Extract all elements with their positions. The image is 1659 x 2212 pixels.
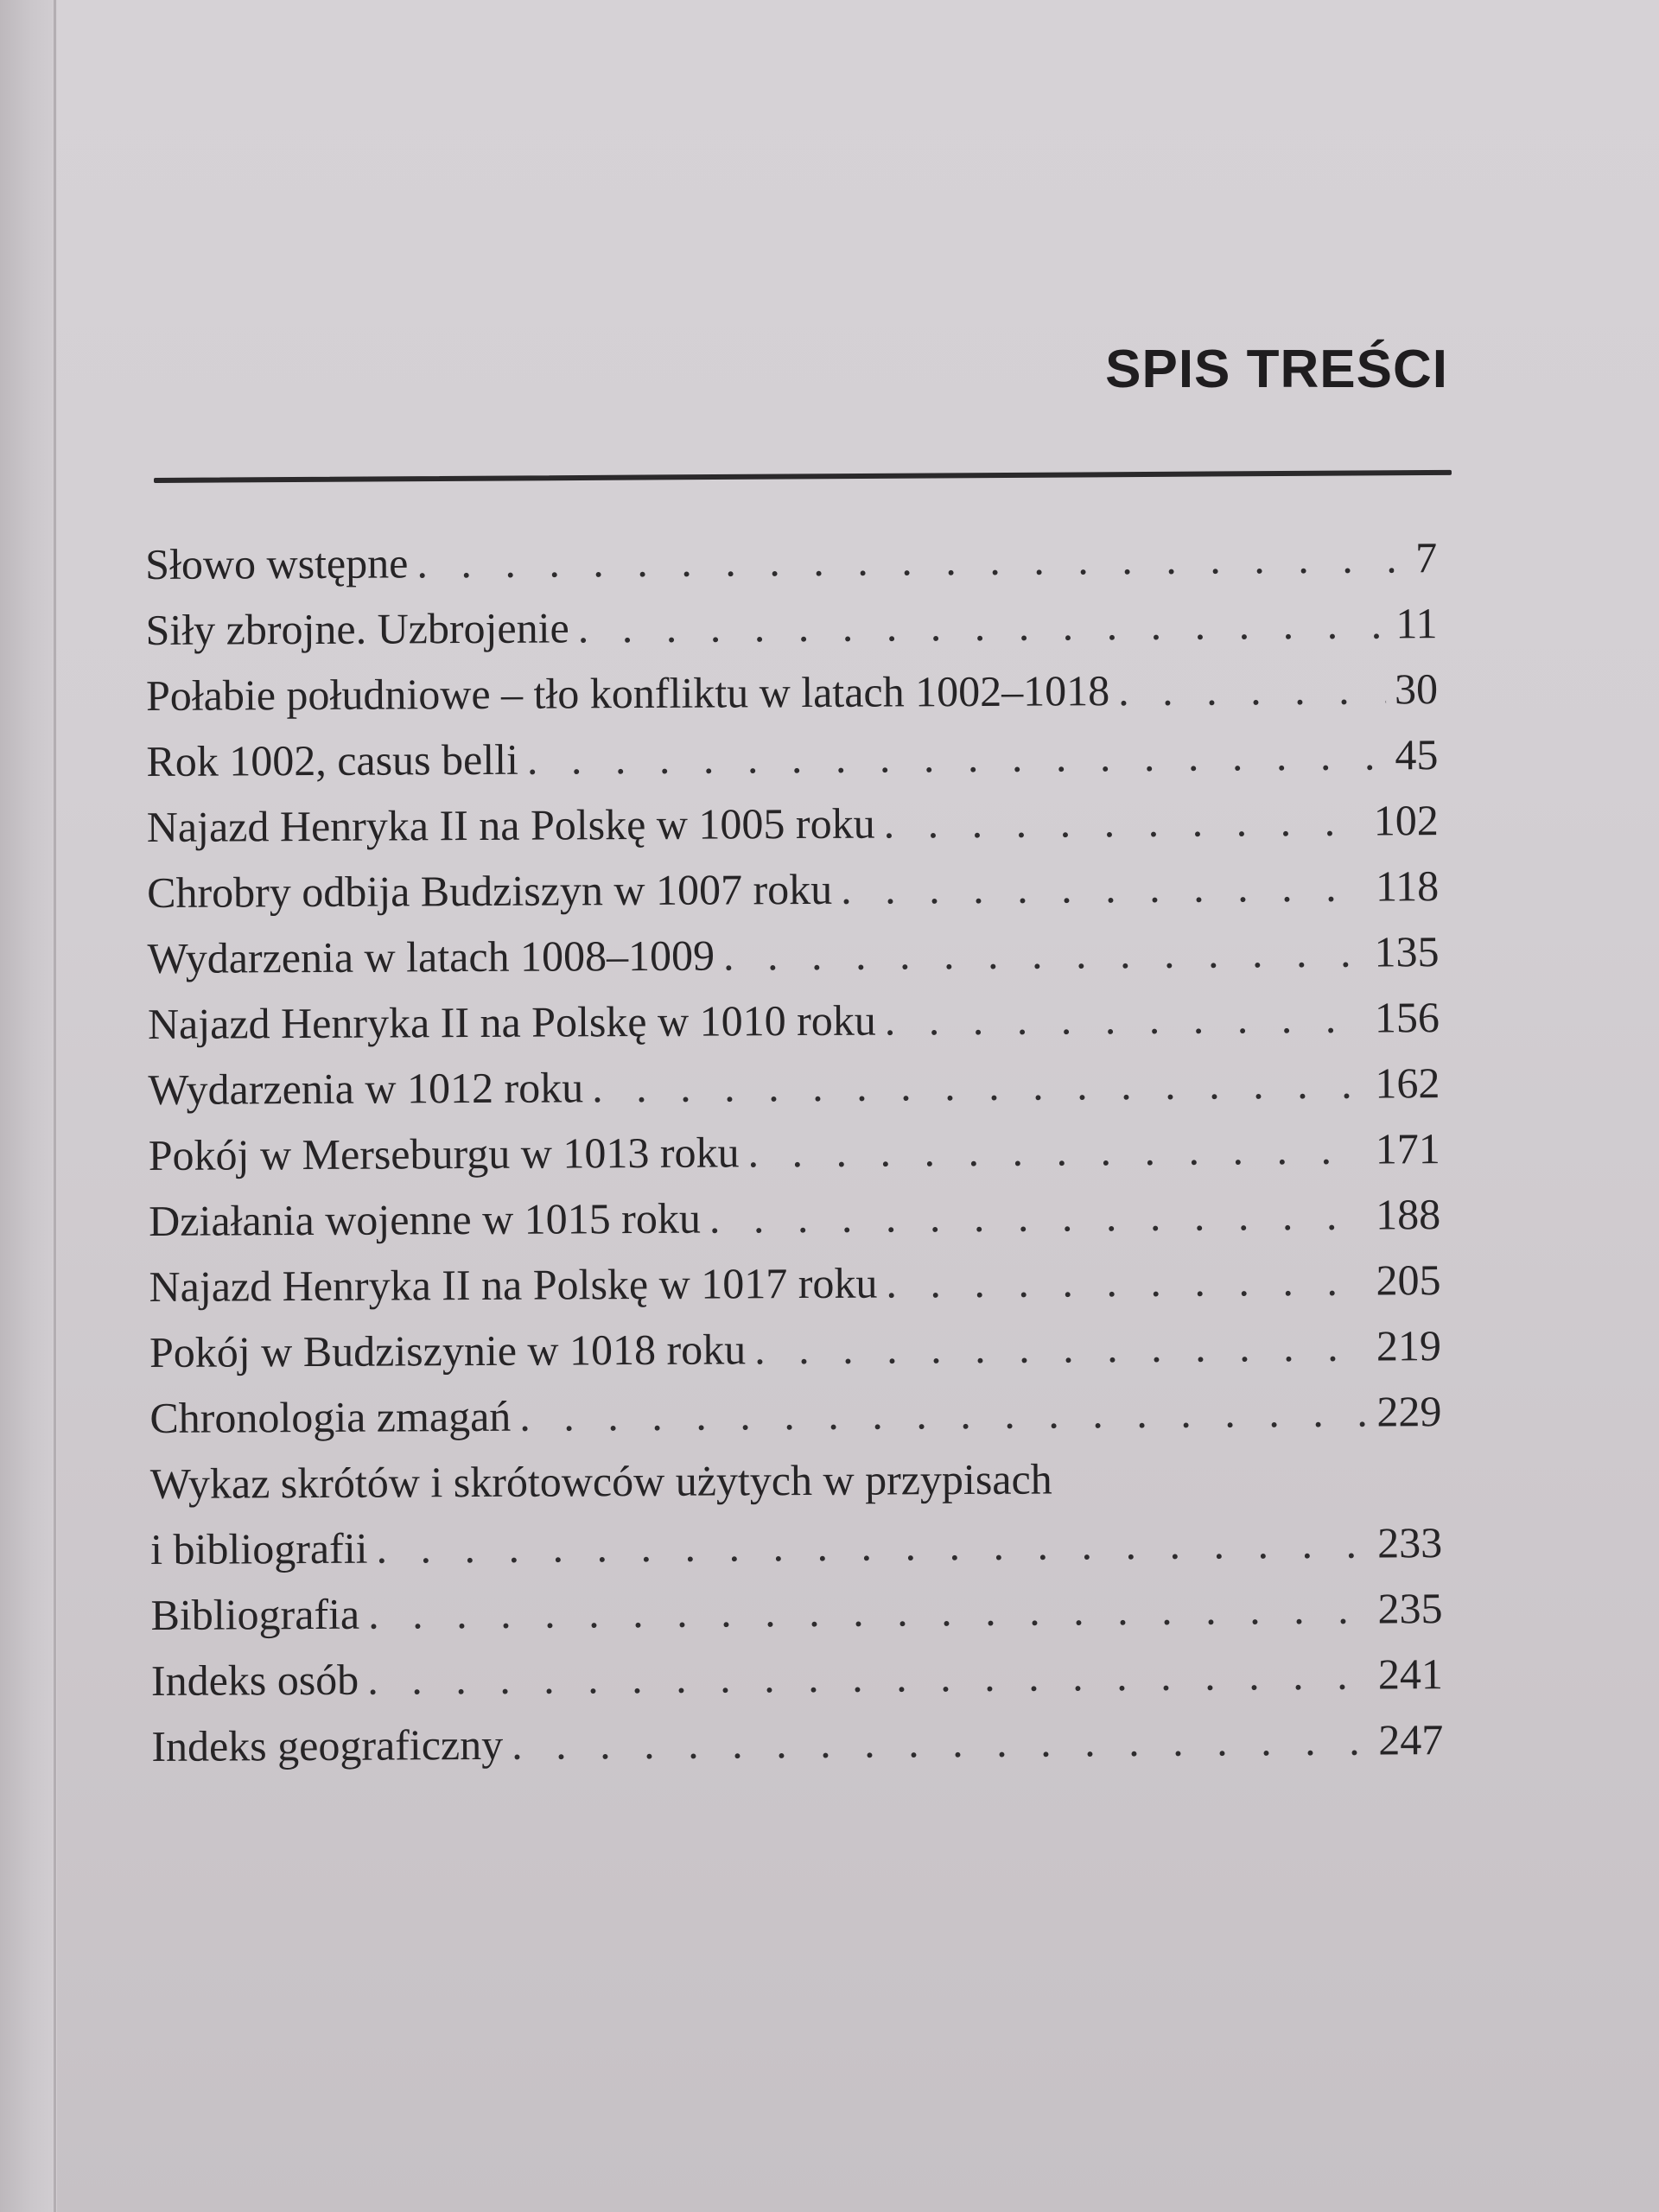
dot-leader [723, 919, 1366, 988]
toc-entry [148, 984, 1440, 1057]
toc-entry-page: 45 [1395, 730, 1439, 779]
toc-entry-title: Najazd Henryka II na Polskę w 1017 roku [149, 1258, 878, 1311]
dot-leader [367, 1642, 1370, 1713]
toc-entry [151, 1707, 1443, 1779]
dot-leader [368, 1576, 1370, 1647]
toc-entry-title: Chronologia zmagań [149, 1391, 512, 1442]
toc-entry-title: Wydarzenia w latach 1008–1009 [147, 931, 715, 982]
toc-entry [146, 721, 1438, 794]
toc-entry-title: Rok 1002, casus belli [146, 734, 519, 785]
toc-entry-page: 102 [1373, 796, 1439, 845]
toc-entry-title: Wykaz skrótów i skrótowców użytych w przypisach [149, 1454, 1052, 1508]
toc-entry [147, 918, 1439, 991]
toc-entry-page: 135 [1374, 927, 1440, 976]
toc-entry-page: 205 [1376, 1255, 1441, 1305]
toc-entry-page: 188 [1376, 1190, 1441, 1239]
dot-leader [376, 1510, 1369, 1581]
dot-leader [754, 1313, 1368, 1382]
page-edge-line [54, 0, 56, 2212]
toc-entry [147, 787, 1439, 860]
dot-leader [592, 1051, 1367, 1121]
toc-entry-title: Działania wojenne w 1015 roku [149, 1193, 702, 1245]
toc-entry-title-continued: i bibliografii [150, 1523, 368, 1573]
dot-leader [578, 590, 1388, 660]
toc-entry [149, 1181, 1440, 1254]
table-of-contents [145, 524, 1444, 1779]
toc-entry-page: 219 [1376, 1321, 1442, 1370]
toc-entry [149, 1313, 1441, 1385]
toc-entry-page: 171 [1375, 1124, 1440, 1173]
toc-entry-title: Chrobry odbija Budziszyn w 1007 roku [147, 864, 833, 917]
toc-entry-title: Indeks osób [150, 1655, 359, 1705]
dot-leader [416, 524, 1394, 595]
toc-entry-page: 247 [1378, 1715, 1444, 1764]
title-divider [154, 470, 1452, 483]
toc-entry-title: Pokój w Merseburgu w 1013 roku [148, 1128, 740, 1179]
toc-entry-page: 233 [1377, 1518, 1443, 1567]
toc-entry [148, 1050, 1440, 1122]
toc-entry-title: Połabie południowe – tło konfliktu w latach 1002–1018 [145, 666, 1110, 720]
toc-entry [149, 1247, 1440, 1319]
toc-entry [150, 1575, 1442, 1648]
toc-entry-page: 235 [1377, 1584, 1443, 1633]
toc-entry-page: 241 [1377, 1649, 1444, 1699]
toc-entry-title: Pokój w Budziszynie w 1018 roku [149, 1325, 747, 1376]
toc-entry [150, 1510, 1442, 1582]
toc-entry-title: Indeks geograficzny [151, 1719, 504, 1770]
toc-entry [151, 1641, 1443, 1713]
toc-entry-page: 30 [1394, 664, 1439, 714]
toc-entry-page: 162 [1375, 1058, 1440, 1108]
toc-entry-page: 7 [1415, 533, 1438, 582]
dot-leader [519, 1379, 1368, 1449]
toc-entry-title: Siły zbrojne. Uzbrojenie [145, 603, 569, 654]
toc-entry-page: 229 [1376, 1387, 1442, 1436]
toc-entry-title: Słowo wstępne [145, 538, 409, 588]
dot-leader [527, 721, 1387, 791]
toc-entry [146, 656, 1438, 728]
toc-entry-page: 156 [1374, 993, 1440, 1042]
toc-entry [145, 590, 1437, 663]
toc-entry-title: Najazd Henryka II na Polskę w 1005 roku [146, 798, 875, 851]
dot-leader [883, 788, 1365, 856]
toc-entry [149, 1378, 1441, 1451]
dot-leader [709, 1182, 1368, 1251]
toc-entry [147, 853, 1439, 925]
book-gutter [0, 0, 57, 2212]
dot-leader [747, 1116, 1367, 1185]
toc-entry [149, 1116, 1440, 1188]
toc-entry-title: Wydarzenia w 1012 roku [148, 1063, 584, 1114]
toc-entry-page: 11 [1395, 599, 1438, 648]
dot-leader [886, 1248, 1368, 1316]
toc-entry-page: 118 [1375, 861, 1440, 911]
dot-leader [512, 1707, 1370, 1777]
page-title: SPIS TREŚCI [1105, 340, 1448, 399]
toc-entry [145, 524, 1437, 597]
dot-leader [885, 985, 1367, 1053]
toc-entry-title: Bibliografia [150, 1589, 360, 1639]
dot-leader [841, 854, 1367, 922]
dot-leader [1118, 656, 1386, 723]
toc-entry-title: Najazd Henryka II na Polskę w 1010 roku [147, 995, 876, 1048]
